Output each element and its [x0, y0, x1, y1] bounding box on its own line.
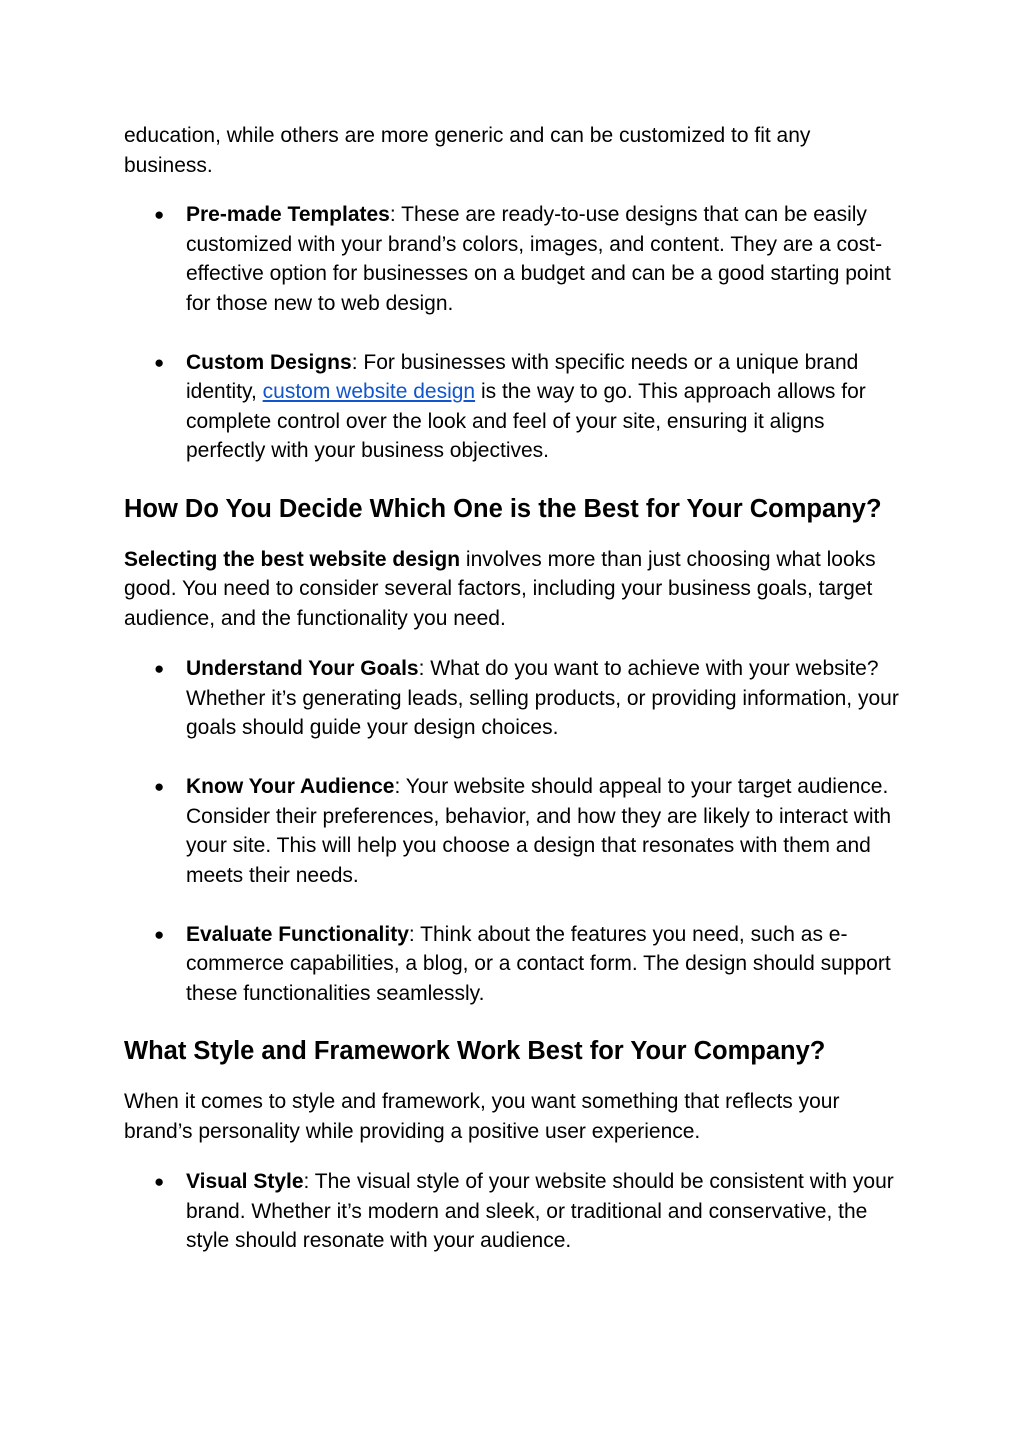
list-item: [124, 200, 900, 318]
list-item-text: : Your website should appeal to your target audience. Consider their preferences, behavior, and how they are likely to interact with your site. This will help you choose a design that resonates with them and meets their needs.: [186, 775, 892, 887]
paragraph-lead-bold: Selecting the best website design: [124, 547, 461, 571]
bullet-icon: ●: [154, 924, 165, 944]
list-item-text: : For businesses with specific needs or a unique brand identity,: [186, 350, 859, 403]
bullet-icon: ●: [154, 777, 165, 796]
paragraph-text: involves more than just choosing what looks good. You need to consider several factors, including your business goals, target audience, and the functionality you need.: [124, 547, 876, 630]
bullet-icon: ●: [154, 1172, 165, 1191]
bullet-icon: ●: [154, 659, 165, 678]
section-paragraph: [124, 545, 900, 634]
list-item: [124, 772, 900, 890]
list-item-text: : What do you want to achieve with your website? Whether it’s generating leads, selling products, or providing information, your goals should guide your design choices.: [186, 657, 899, 739]
custom-website-design-link[interactable]: custom website design: [262, 380, 476, 403]
list-item-term: Pre-made Templates: [186, 203, 390, 226]
list-item-term: Custom Designs: [186, 350, 352, 374]
section-paragraph: When it comes to style and framework, you want something that reflects your brand’s personality while providing a positive user experience.: [124, 1090, 840, 1143]
list-item-text: : Think about the features you need, such as e-commerce capabilities, a blog, or a contact form. The design should support these functionalities seamlessly.: [186, 922, 891, 1005]
list-item-term: Know Your Audience: [186, 775, 395, 798]
list-item-term: Understand Your Goals: [186, 657, 419, 680]
bullet-icon: ●: [154, 352, 165, 372]
style-list: [124, 1167, 900, 1256]
list-item: [124, 920, 900, 1009]
template-types-list: [124, 200, 900, 466]
section-heading: What Style and Framework Work Best for Your Company?: [124, 1037, 826, 1065]
list-item: [124, 348, 900, 466]
list-item: [124, 654, 900, 743]
list-item-text: : These are ready-to-use designs that can be easily customized with your brand’s colors, images, and content. They are a cost-effective option for businesses on a budget and can be a good starting point for those new to web design.: [186, 203, 891, 315]
list-item-text: is the way to go. This approach allows for complete control over the look and feel of your site, ensuring it aligns perfectly with your business objectives.: [186, 380, 866, 462]
list-item-term: Evaluate Functionality: [186, 922, 409, 946]
intro-paragraph: education, while others are more generic and can be customized to fit any business.: [124, 124, 811, 177]
bullet-icon: ●: [154, 205, 165, 224]
section-heading: How Do You Decide Which One is the Best for Your Company?: [124, 494, 882, 523]
list-item-text: : The visual style of your website should be consistent with your brand. Whether it’s modern and sleek, or traditional and conservative, the style should resonate with your audience.: [186, 1170, 894, 1252]
list-item: [124, 1167, 900, 1256]
decision-factors-list: [124, 654, 900, 1008]
list-item-term: Visual Style: [186, 1170, 304, 1193]
